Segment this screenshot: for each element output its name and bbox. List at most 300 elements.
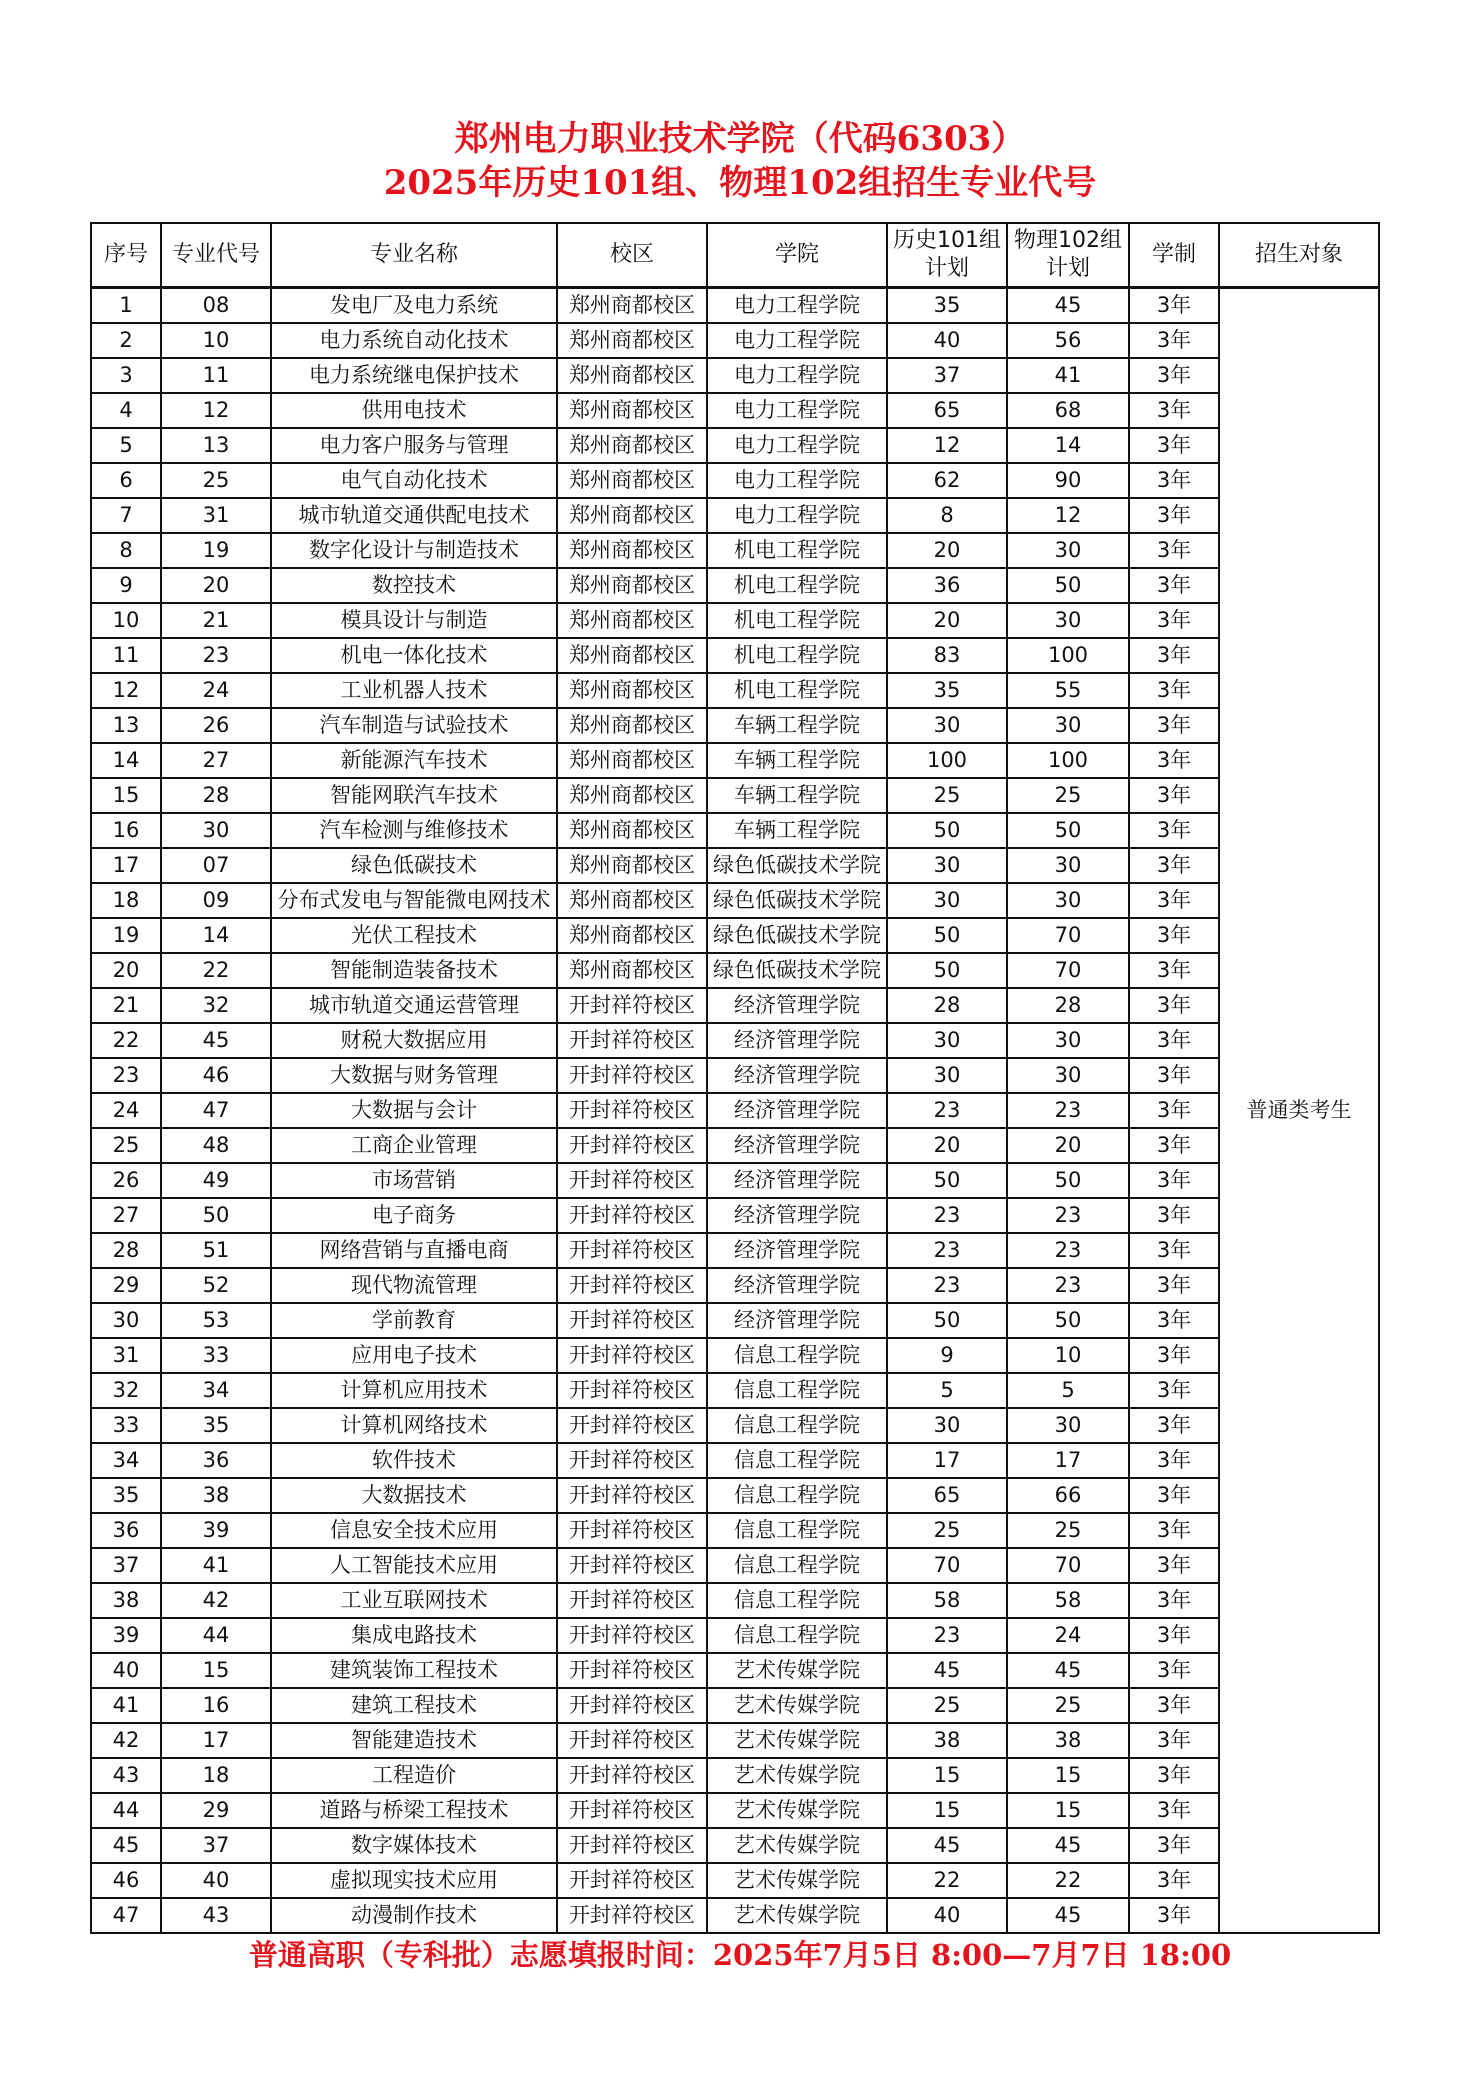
- cell-duration: 3年: [1129, 1198, 1219, 1233]
- cell-college: 电力工程学院: [707, 323, 887, 358]
- cell-campus: 郑州商都校区: [557, 603, 707, 638]
- cell-index: 16: [91, 813, 161, 848]
- enrollment-plan-table: [90, 222, 1380, 1934]
- cell-major-name: 智能制造装备技术: [271, 953, 557, 988]
- table-row: [91, 498, 1379, 533]
- table-row: [91, 1478, 1379, 1513]
- cell-history-plan: 8: [887, 498, 1007, 533]
- cell-major-name: 数字化设计与制造技术: [271, 533, 557, 568]
- cell-college: 经济管理学院: [707, 1198, 887, 1233]
- cell-major-name: 学前教育: [271, 1303, 557, 1338]
- cell-major-code: 17: [161, 1723, 271, 1758]
- cell-duration: 3年: [1129, 1793, 1219, 1828]
- cell-history-plan: 28: [887, 988, 1007, 1023]
- cell-physics-plan: 25: [1007, 778, 1129, 813]
- cell-major-code: 19: [161, 533, 271, 568]
- cell-campus: 郑州商都校区: [557, 568, 707, 603]
- cell-major-code: 43: [161, 1898, 271, 1933]
- table-row: [91, 848, 1379, 883]
- cell-duration: 3年: [1129, 1443, 1219, 1478]
- cell-major-code: 46: [161, 1058, 271, 1093]
- cell-major-code: 39: [161, 1513, 271, 1548]
- cell-history-plan: 50: [887, 953, 1007, 988]
- cell-campus: 郑州商都校区: [557, 638, 707, 673]
- table-row: [91, 1163, 1379, 1198]
- cell-duration: 3年: [1129, 673, 1219, 708]
- cell-college: 信息工程学院: [707, 1478, 887, 1513]
- cell-index: 35: [91, 1478, 161, 1513]
- table-row: [91, 883, 1379, 918]
- cell-college: 艺术传媒学院: [707, 1828, 887, 1863]
- cell-physics-plan: 38: [1007, 1723, 1129, 1758]
- cell-college: 电力工程学院: [707, 288, 887, 324]
- cell-major-code: 50: [161, 1198, 271, 1233]
- cell-campus: 郑州商都校区: [557, 883, 707, 918]
- cell-college: 艺术传媒学院: [707, 1898, 887, 1933]
- cell-history-plan: 65: [887, 1478, 1007, 1513]
- cell-physics-plan: 23: [1007, 1198, 1129, 1233]
- cell-college: 电力工程学院: [707, 498, 887, 533]
- cell-college: 车辆工程学院: [707, 778, 887, 813]
- cell-campus: 郑州商都校区: [557, 393, 707, 428]
- header-duration: 学制: [1129, 223, 1219, 288]
- cell-history-plan: 12: [887, 428, 1007, 463]
- table-row: [91, 778, 1379, 813]
- cell-physics-plan: 30: [1007, 1058, 1129, 1093]
- cell-duration: 3年: [1129, 1653, 1219, 1688]
- cell-physics-plan: 24: [1007, 1618, 1129, 1653]
- cell-campus: 开封祥符校区: [557, 1863, 707, 1898]
- cell-physics-plan: 70: [1007, 918, 1129, 953]
- cell-major-name: 大数据技术: [271, 1478, 557, 1513]
- cell-college: 艺术传媒学院: [707, 1653, 887, 1688]
- header-major-name: 专业名称: [271, 223, 557, 288]
- cell-major-code: 25: [161, 463, 271, 498]
- cell-major-name: 智能建造技术: [271, 1723, 557, 1758]
- cell-physics-plan: 45: [1007, 288, 1129, 324]
- table-row: [91, 1443, 1379, 1478]
- cell-physics-plan: 10: [1007, 1338, 1129, 1373]
- cell-major-code: 14: [161, 918, 271, 953]
- cell-duration: 3年: [1129, 1758, 1219, 1793]
- cell-duration: 3年: [1129, 568, 1219, 603]
- table-row: [91, 1688, 1379, 1723]
- document-subtitle: 2025年历史101组、物理102组招生专业代号: [383, 163, 1097, 203]
- cell-physics-plan: 100: [1007, 638, 1129, 673]
- cell-index: 29: [91, 1268, 161, 1303]
- cell-major-code: 52: [161, 1268, 271, 1303]
- cell-campus: 开封祥符校区: [557, 1583, 707, 1618]
- cell-physics-plan: 50: [1007, 568, 1129, 603]
- table-row: [91, 463, 1379, 498]
- cell-college: 机电工程学院: [707, 568, 887, 603]
- cell-index: 21: [91, 988, 161, 1023]
- cell-campus: 开封祥符校区: [557, 1443, 707, 1478]
- cell-college: 经济管理学院: [707, 1058, 887, 1093]
- cell-index: 13: [91, 708, 161, 743]
- table-row: [91, 1303, 1379, 1338]
- table-body: [91, 288, 1379, 1934]
- cell-physics-plan: 22: [1007, 1863, 1129, 1898]
- cell-physics-plan: 30: [1007, 883, 1129, 918]
- table-row: [91, 1793, 1379, 1828]
- table-row: [91, 533, 1379, 568]
- cell-index: 30: [91, 1303, 161, 1338]
- cell-campus: 开封祥符校区: [557, 1653, 707, 1688]
- cell-campus: 开封祥符校区: [557, 1303, 707, 1338]
- cell-physics-plan: 66: [1007, 1478, 1129, 1513]
- cell-major-name: 工业互联网技术: [271, 1583, 557, 1618]
- cell-campus: 开封祥符校区: [557, 1023, 707, 1058]
- cell-college: 信息工程学院: [707, 1513, 887, 1548]
- cell-duration: 3年: [1129, 1583, 1219, 1618]
- cell-history-plan: 20: [887, 533, 1007, 568]
- cell-history-plan: 30: [887, 883, 1007, 918]
- cell-college: 艺术传媒学院: [707, 1793, 887, 1828]
- cell-major-name: 计算机网络技术: [271, 1408, 557, 1443]
- cell-index: 17: [91, 848, 161, 883]
- table-row: [91, 1513, 1379, 1548]
- table-row: [91, 1898, 1379, 1933]
- cell-duration: 3年: [1129, 1303, 1219, 1338]
- cell-campus: 郑州商都校区: [557, 428, 707, 463]
- cell-physics-plan: 45: [1007, 1653, 1129, 1688]
- table-row: [91, 1198, 1379, 1233]
- cell-campus: 开封祥符校区: [557, 1093, 707, 1128]
- cell-index: 25: [91, 1128, 161, 1163]
- cell-index: 43: [91, 1758, 161, 1793]
- cell-history-plan: 25: [887, 1513, 1007, 1548]
- cell-college: 绿色低碳技术学院: [707, 918, 887, 953]
- cell-major-name: 城市轨道交通运营管理: [271, 988, 557, 1023]
- table-row: [91, 1023, 1379, 1058]
- cell-history-plan: 20: [887, 603, 1007, 638]
- cell-index: 23: [91, 1058, 161, 1093]
- cell-major-name: 电力系统自动化技术: [271, 323, 557, 358]
- cell-index: 37: [91, 1548, 161, 1583]
- cell-campus: 郑州商都校区: [557, 708, 707, 743]
- cell-history-plan: 50: [887, 813, 1007, 848]
- cell-campus: 开封祥符校区: [557, 1198, 707, 1233]
- cell-college: 车辆工程学院: [707, 743, 887, 778]
- cell-duration: 3年: [1129, 1898, 1219, 1933]
- cell-college: 经济管理学院: [707, 1303, 887, 1338]
- cell-duration: 3年: [1129, 1828, 1219, 1863]
- cell-college: 信息工程学院: [707, 1338, 887, 1373]
- table-row: [91, 1128, 1379, 1163]
- cell-history-plan: 36: [887, 568, 1007, 603]
- cell-index: 47: [91, 1898, 161, 1933]
- cell-major-name: 道路与桥梁工程技术: [271, 1793, 557, 1828]
- cell-index: 10: [91, 603, 161, 638]
- cell-major-code: 44: [161, 1618, 271, 1653]
- table-row: [91, 1758, 1379, 1793]
- cell-major-name: 现代物流管理: [271, 1268, 557, 1303]
- table-row: [91, 1373, 1379, 1408]
- cell-physics-plan: 15: [1007, 1793, 1129, 1828]
- cell-campus: 开封祥符校区: [557, 988, 707, 1023]
- table-row: [91, 1093, 1379, 1128]
- cell-campus: 郑州商都校区: [557, 533, 707, 568]
- table-row: [91, 743, 1379, 778]
- cell-major-code: 37: [161, 1828, 271, 1863]
- cell-major-code: 10: [161, 323, 271, 358]
- cell-target: 普通类考生: [1219, 288, 1379, 1934]
- cell-college: 经济管理学院: [707, 1268, 887, 1303]
- cell-duration: 3年: [1129, 428, 1219, 463]
- cell-history-plan: 35: [887, 288, 1007, 324]
- table-row: [91, 953, 1379, 988]
- cell-college: 机电工程学院: [707, 638, 887, 673]
- cell-campus: 开封祥符校区: [557, 1793, 707, 1828]
- cell-index: 7: [91, 498, 161, 533]
- cell-major-code: 49: [161, 1163, 271, 1198]
- cell-physics-plan: 25: [1007, 1513, 1129, 1548]
- cell-campus: 开封祥符校区: [557, 1548, 707, 1583]
- cell-college: 电力工程学院: [707, 393, 887, 428]
- cell-major-code: 32: [161, 988, 271, 1023]
- cell-index: 38: [91, 1583, 161, 1618]
- cell-physics-plan: 50: [1007, 1303, 1129, 1338]
- cell-history-plan: 30: [887, 1023, 1007, 1058]
- cell-duration: 3年: [1129, 953, 1219, 988]
- cell-college: 机电工程学院: [707, 533, 887, 568]
- cell-major-code: 51: [161, 1233, 271, 1268]
- header-physics-line1: 物理102组: [1014, 228, 1122, 253]
- cell-major-code: 12: [161, 393, 271, 428]
- cell-index: 40: [91, 1653, 161, 1688]
- cell-major-name: 信息安全技术应用: [271, 1513, 557, 1548]
- cell-duration: 3年: [1129, 1513, 1219, 1548]
- cell-major-name: 汽车制造与试验技术: [271, 708, 557, 743]
- cell-history-plan: 9: [887, 1338, 1007, 1373]
- cell-campus: 开封祥符校区: [557, 1478, 707, 1513]
- table-row: [91, 323, 1379, 358]
- cell-index: 8: [91, 533, 161, 568]
- table-row: [91, 918, 1379, 953]
- cell-campus: 开封祥符校区: [557, 1268, 707, 1303]
- cell-physics-plan: 70: [1007, 1548, 1129, 1583]
- cell-college: 艺术传媒学院: [707, 1758, 887, 1793]
- cell-campus: 开封祥符校区: [557, 1688, 707, 1723]
- cell-duration: 3年: [1129, 988, 1219, 1023]
- cell-campus: 郑州商都校区: [557, 848, 707, 883]
- cell-campus: 开封祥符校区: [557, 1058, 707, 1093]
- cell-major-name: 电气自动化技术: [271, 463, 557, 498]
- table-row: [91, 1338, 1379, 1373]
- cell-index: 3: [91, 358, 161, 393]
- cell-duration: 3年: [1129, 813, 1219, 848]
- cell-history-plan: 23: [887, 1198, 1007, 1233]
- cell-duration: 3年: [1129, 603, 1219, 638]
- cell-history-plan: 40: [887, 1898, 1007, 1933]
- cell-campus: 郑州商都校区: [557, 358, 707, 393]
- cell-history-plan: 20: [887, 1128, 1007, 1163]
- cell-index: 28: [91, 1233, 161, 1268]
- cell-history-plan: 30: [887, 1408, 1007, 1443]
- cell-major-code: 29: [161, 1793, 271, 1828]
- header-index: 序号: [91, 223, 161, 288]
- cell-college: 绿色低碳技术学院: [707, 953, 887, 988]
- cell-history-plan: 70: [887, 1548, 1007, 1583]
- cell-major-code: 45: [161, 1023, 271, 1058]
- cell-college: 机电工程学院: [707, 673, 887, 708]
- cell-index: 32: [91, 1373, 161, 1408]
- cell-duration: 3年: [1129, 708, 1219, 743]
- cell-physics-plan: 12: [1007, 498, 1129, 533]
- cell-physics-plan: 90: [1007, 463, 1129, 498]
- cell-physics-plan: 68: [1007, 393, 1129, 428]
- cell-physics-plan: 17: [1007, 1443, 1129, 1478]
- cell-history-plan: 5: [887, 1373, 1007, 1408]
- table-row: [91, 1548, 1379, 1583]
- table-row: [91, 1058, 1379, 1093]
- cell-physics-plan: 50: [1007, 813, 1129, 848]
- cell-index: 14: [91, 743, 161, 778]
- cell-history-plan: 50: [887, 1303, 1007, 1338]
- cell-major-name: 建筑装饰工程技术: [271, 1653, 557, 1688]
- cell-index: 26: [91, 1163, 161, 1198]
- cell-major-name: 分布式发电与智能微电网技术: [271, 883, 557, 918]
- cell-duration: 3年: [1129, 918, 1219, 953]
- cell-history-plan: 22: [887, 1863, 1007, 1898]
- cell-index: 12: [91, 673, 161, 708]
- cell-major-code: 16: [161, 1688, 271, 1723]
- cell-index: 45: [91, 1828, 161, 1863]
- cell-major-name: 电力客户服务与管理: [271, 428, 557, 463]
- cell-campus: 开封祥符校区: [557, 1338, 707, 1373]
- cell-history-plan: 15: [887, 1758, 1007, 1793]
- cell-history-plan: 37: [887, 358, 1007, 393]
- cell-physics-plan: 30: [1007, 848, 1129, 883]
- cell-history-plan: 23: [887, 1268, 1007, 1303]
- cell-major-code: 41: [161, 1548, 271, 1583]
- cell-major-code: 31: [161, 498, 271, 533]
- cell-college: 机电工程学院: [707, 603, 887, 638]
- cell-major-name: 汽车检测与维修技术: [271, 813, 557, 848]
- cell-duration: 3年: [1129, 358, 1219, 393]
- cell-physics-plan: 58: [1007, 1583, 1129, 1618]
- cell-physics-plan: 45: [1007, 1828, 1129, 1863]
- cell-history-plan: 35: [887, 673, 1007, 708]
- cell-history-plan: 23: [887, 1093, 1007, 1128]
- cell-major-name: 电子商务: [271, 1198, 557, 1233]
- cell-major-name: 应用电子技术: [271, 1338, 557, 1373]
- cell-major-name: 集成电路技术: [271, 1618, 557, 1653]
- cell-major-code: 11: [161, 358, 271, 393]
- cell-duration: 3年: [1129, 1023, 1219, 1058]
- cell-major-name: 大数据与会计: [271, 1093, 557, 1128]
- cell-college: 车辆工程学院: [707, 813, 887, 848]
- cell-duration: 3年: [1129, 883, 1219, 918]
- cell-major-name: 动漫制作技术: [271, 1898, 557, 1933]
- cell-index: 31: [91, 1338, 161, 1373]
- cell-major-name: 网络营销与直播电商: [271, 1233, 557, 1268]
- cell-major-code: 08: [161, 288, 271, 324]
- cell-physics-plan: 30: [1007, 533, 1129, 568]
- table-row: [91, 1618, 1379, 1653]
- cell-campus: 郑州商都校区: [557, 463, 707, 498]
- cell-history-plan: 45: [887, 1828, 1007, 1863]
- cell-major-code: 24: [161, 673, 271, 708]
- cell-major-name: 新能源汽车技术: [271, 743, 557, 778]
- table-row: [91, 428, 1379, 463]
- cell-major-name: 模具设计与制造: [271, 603, 557, 638]
- cell-campus: 郑州商都校区: [557, 743, 707, 778]
- cell-index: 6: [91, 463, 161, 498]
- cell-physics-plan: 28: [1007, 988, 1129, 1023]
- cell-index: 33: [91, 1408, 161, 1443]
- header-history-line1: 历史101组: [893, 228, 1001, 253]
- header-college: 学院: [707, 223, 887, 288]
- table-row: [91, 1268, 1379, 1303]
- cell-history-plan: 30: [887, 708, 1007, 743]
- cell-index: 27: [91, 1198, 161, 1233]
- cell-major-name: 人工智能技术应用: [271, 1548, 557, 1583]
- cell-major-name: 光伏工程技术: [271, 918, 557, 953]
- cell-duration: 3年: [1129, 393, 1219, 428]
- cell-index: 39: [91, 1618, 161, 1653]
- table-row: [91, 673, 1379, 708]
- cell-duration: 3年: [1129, 1338, 1219, 1373]
- cell-history-plan: 15: [887, 1793, 1007, 1828]
- cell-major-name: 供用电技术: [271, 393, 557, 428]
- cell-major-name: 电力系统继电保护技术: [271, 358, 557, 393]
- cell-college: 经济管理学院: [707, 1163, 887, 1198]
- table-row: [91, 1233, 1379, 1268]
- cell-history-plan: 40: [887, 323, 1007, 358]
- cell-index: 2: [91, 323, 161, 358]
- header-physics-plan: [1007, 223, 1129, 288]
- cell-physics-plan: 55: [1007, 673, 1129, 708]
- cell-physics-plan: 23: [1007, 1268, 1129, 1303]
- cell-major-code: 18: [161, 1758, 271, 1793]
- cell-index: 34: [91, 1443, 161, 1478]
- cell-index: 36: [91, 1513, 161, 1548]
- cell-index: 44: [91, 1793, 161, 1828]
- cell-campus: 开封祥符校区: [557, 1898, 707, 1933]
- cell-history-plan: 25: [887, 778, 1007, 813]
- cell-campus: 开封祥符校区: [557, 1618, 707, 1653]
- cell-major-code: 13: [161, 428, 271, 463]
- cell-college: 绿色低碳技术学院: [707, 848, 887, 883]
- header-history-line2: 计划: [924, 256, 969, 281]
- cell-history-plan: 50: [887, 918, 1007, 953]
- cell-duration: 3年: [1129, 848, 1219, 883]
- cell-duration: 3年: [1129, 288, 1219, 324]
- header-physics-line2: 计划: [1045, 256, 1090, 281]
- cell-major-code: 48: [161, 1128, 271, 1163]
- cell-duration: 3年: [1129, 743, 1219, 778]
- cell-history-plan: 83: [887, 638, 1007, 673]
- cell-history-plan: 25: [887, 1688, 1007, 1723]
- cell-major-name: 计算机应用技术: [271, 1373, 557, 1408]
- cell-campus: 郑州商都校区: [557, 778, 707, 813]
- cell-index: 20: [91, 953, 161, 988]
- cell-duration: 3年: [1129, 323, 1219, 358]
- cell-campus: 开封祥符校区: [557, 1408, 707, 1443]
- cell-major-code: 20: [161, 568, 271, 603]
- table-header-row: [91, 223, 1379, 288]
- cell-history-plan: 17: [887, 1443, 1007, 1478]
- table-row: [91, 358, 1379, 393]
- cell-physics-plan: 50: [1007, 1163, 1129, 1198]
- table-row: [91, 603, 1379, 638]
- cell-college: 信息工程学院: [707, 1548, 887, 1583]
- cell-physics-plan: 70: [1007, 953, 1129, 988]
- cell-physics-plan: 20: [1007, 1128, 1129, 1163]
- table-row: [91, 1828, 1379, 1863]
